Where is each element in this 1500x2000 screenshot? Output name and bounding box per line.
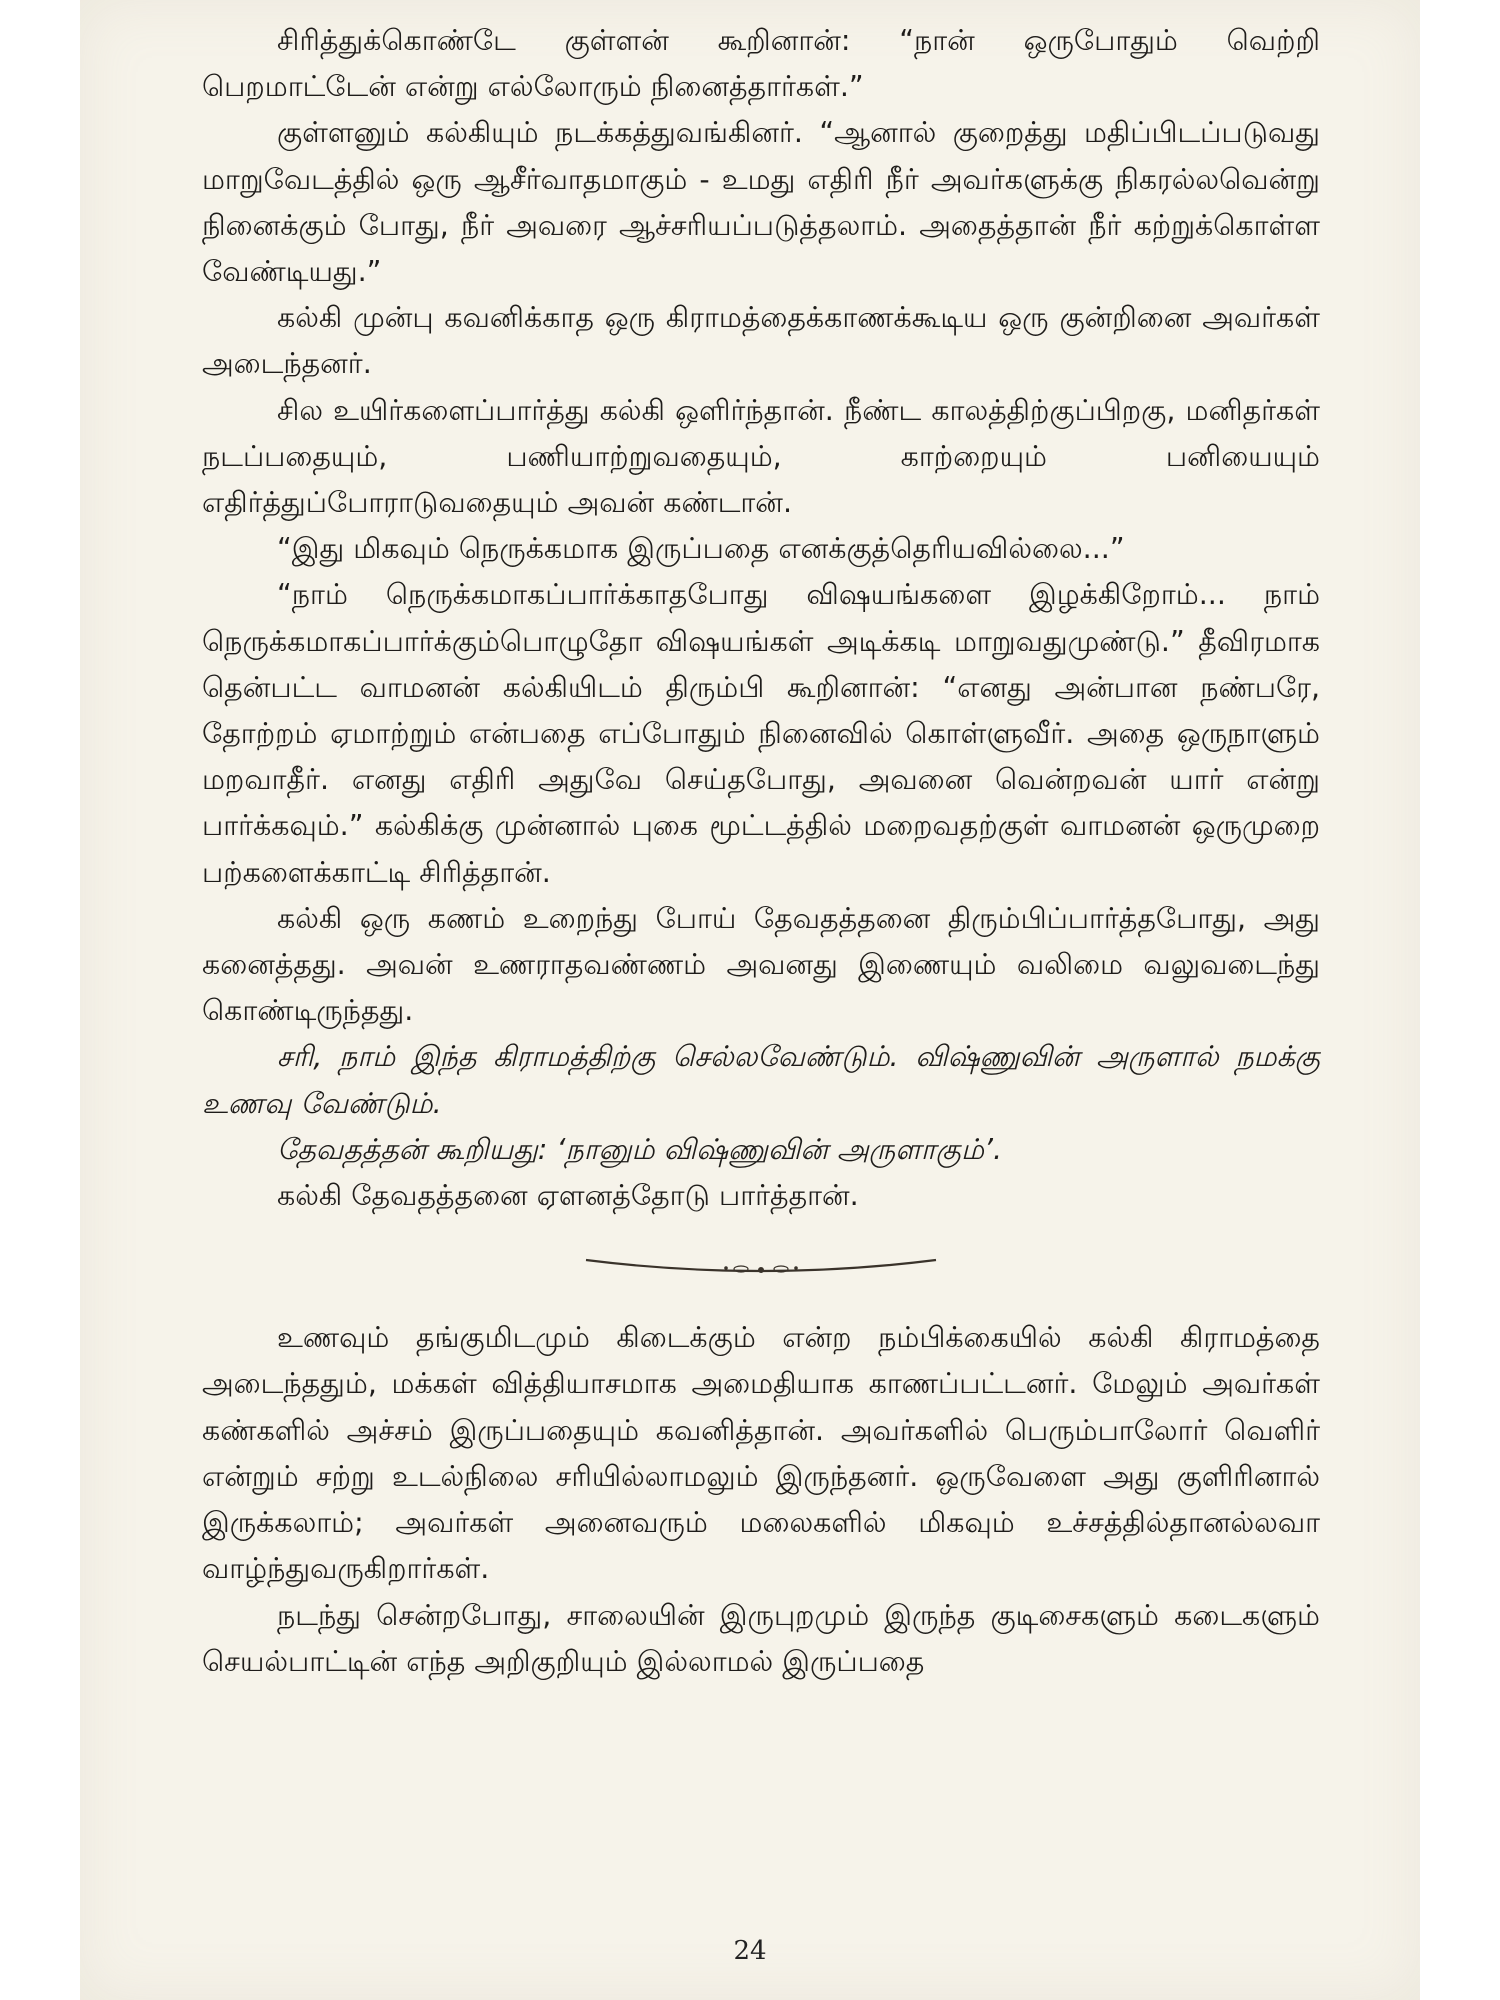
section-divider bbox=[202, 1219, 1320, 1315]
italic-paragraph: தேவதத்தன் கூறியது: ‘நானும் விஷ்ணுவின் அருளாகும்’. bbox=[277, 1132, 1003, 1166]
ornament-icon bbox=[581, 1252, 941, 1282]
paragraph: கல்கி ஒரு கணம் உறைந்து போய் தேவதத்தனை திரும்பிப்பார்த்தபோது, அது கனைத்தது. அவன் உணராதவண்ணம் அவனது இணையும் வலிமை வலுவடைந்து கொண்டிருந்தது. bbox=[202, 901, 1320, 1028]
italic-paragraph: சரி, நாம் இந்த கிராமத்திற்கு செல்லவேண்டும். விஷ்ணுவின் அருளால் நமக்கு உணவு வேண்டும். bbox=[202, 1040, 1320, 1120]
page-number: 24 bbox=[733, 1936, 767, 1966]
book-page bbox=[80, 0, 1420, 2000]
paragraph: நடந்து சென்றபோது, சாலையின் இருபுறமும் இருந்த குடிசைகளும் கடைகளும் செயல்பாட்டின் எந்த அறிகுறியும் இல்லாமல் இருப்பதை bbox=[202, 1598, 1320, 1678]
paragraph: கல்கி முன்பு கவனிக்காத ஒரு கிராமத்தைக்காணக்கூடிய ஒரு குன்றினை அவர்கள் அடைந்தனர். bbox=[202, 301, 1320, 381]
paragraph: உணவும் தங்குமிடமும் கிடைக்கும் என்ற நம்பிக்கையில் கல்கி கிராமத்தை அடைந்ததும், மக்கள் வித்தியாசமாக அமைதியாக காணப்பட்டனர். மேலும் அவர்கள் கண்களில் அச்சம் இருப்பதையும் கவனித்தான். அவர்களில் பெரும்பாலோர் வெளிர் என்றும் சற்று உடல்நிலை சரியில்லாமலும் இருந்தனர். ஒருவேளை அது குளிரினால் இருக்கலாம்; அவர்கள் அனைவரும் மலைகளில் மிகவும் உச்சத்தில்தானல்லவா வாழ்ந்துவருகிறார்கள். bbox=[202, 1321, 1320, 1586]
paragraph: கல்கி தேவதத்தனை ஏளனத்தோடு பார்த்தான். bbox=[277, 1179, 859, 1213]
paragraph: குள்ளனும் கல்கியும் நடக்கத்துவங்கினர். “ஆனால் குறைத்து மதிப்பிடப்படுவது மாறுவேடத்தில் ஒரு ஆசீர்வாதமாகும் - உமது எதிரி நீர் அவர்களுக்கு நிகரல்லவென்று நினைக்கும் போது, நீர் அவரை ஆச்சரியப்படுத்தலாம். அதைத்தான் நீர் கற்றுக்கொள்ள வேண்டியது.” bbox=[202, 116, 1320, 289]
page-body bbox=[202, 18, 1320, 1685]
paragraph: “நாம் நெருக்கமாகப்பார்க்காதபோது விஷயங்களை இழக்கிறோம்... நாம் நெருக்கமாகப்பார்க்கும்பொழுதோ விஷயங்கள் அடிக்கடி மாறுவதுமுண்டு.” தீவிரமாக தென்பட்ட வாமனன் கல்கியிடம் திரும்பி கூறினான்: “எனது அன்பான நண்பரே, தோற்றம் ஏமாற்றும் என்பதை எப்போதும் நினைவில் கொள்ளுவீர். அதை ஒருநாளும் மறவாதீர். எனது எதிரி அதுவே செய்தபோது, அவனை வென்றவன் யார் என்று பார்க்கவும்.” கல்கிக்கு முன்னால் புகை மூட்டத்தில் மறைவதற்குள் வாமனன் ஒருமுறை பற்களைக்காட்டி சிரித்தான். bbox=[202, 578, 1320, 889]
paragraph: சிரித்துக்கொண்டே குள்ளன் கூறினான்: “நான் ஒருபோதும் வெற்றி பெறமாட்டேன் என்று எல்லோரும் நினைத்தார்கள்.” bbox=[202, 24, 1320, 104]
paragraph: சில உயிர்களைப்பார்த்து கல்கி ஒளிர்ந்தான். நீண்ட காலத்திற்குப்பிறகு, மனிதர்கள் நடப்பதையும், பணியாற்றுவதையும், காற்றையும் பனியையும் எதிர்த்துப்போராடுவதையும் அவன் கண்டான். bbox=[202, 393, 1320, 520]
paragraph: “இது மிகவும் நெருக்கமாக இருப்பதை எனக்குத்தெரியவில்லை...” bbox=[277, 532, 1125, 566]
